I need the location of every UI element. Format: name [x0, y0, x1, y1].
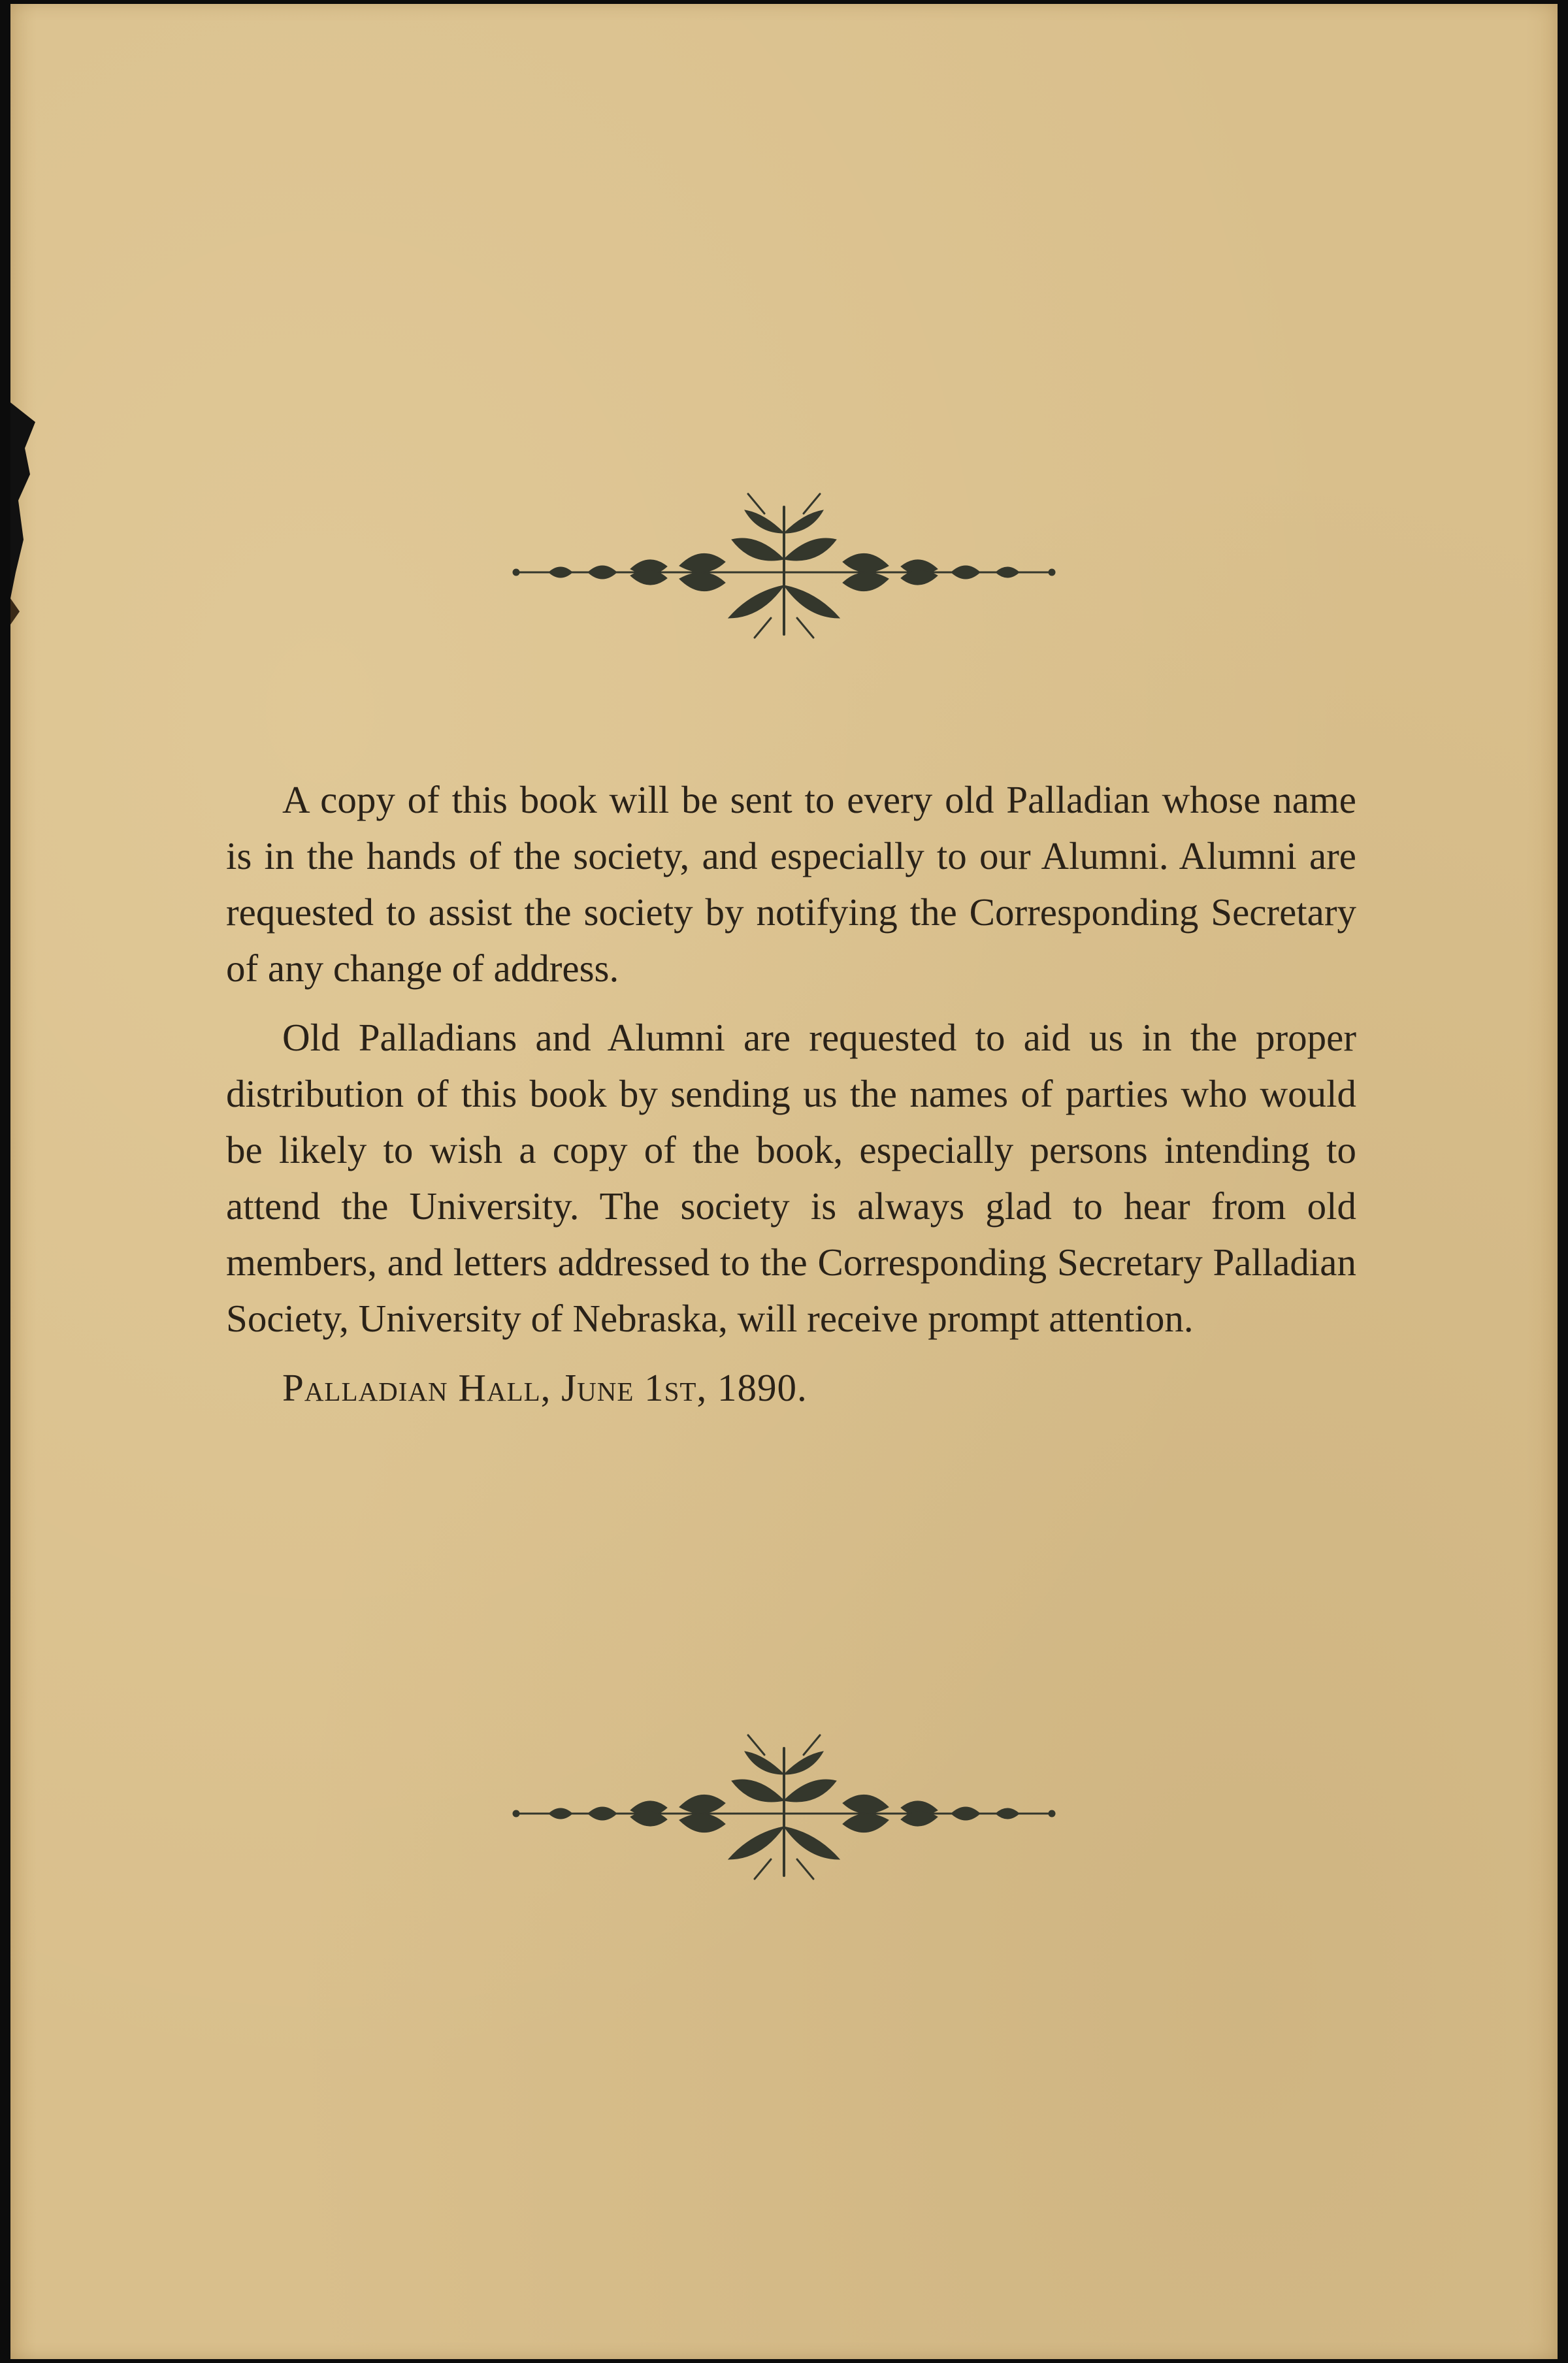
floral-vignette-icon	[490, 1729, 1078, 1885]
floral-vignette-icon	[490, 487, 1078, 644]
torn-binding-edge	[10, 402, 43, 625]
paragraph-1: A copy of this book will be sent to every old Palladian whose name is in the hands of the society, and especially to our Alumni. Alumni are requested to assist the society by notifying the Corresponding Secretary of any change of address.	[226, 778, 1356, 990]
signature-line: Palladian Hall, June 1st, 1890.	[282, 1366, 808, 1409]
paragraph-2: Old Palladians and Alumni are requested to aid us in the proper distribution of this book by sending us the names of parties who would be likely to wish a copy of the book, especially persons intending to attend the University. The society is always glad to hear from old members, and letters addressed to the Corresponding Secretary Palladian Society, University of Nebraska, will receive prompt attention.	[226, 1016, 1356, 1340]
document-page	[10, 4, 1558, 2359]
notice-text	[226, 772, 1356, 1429]
